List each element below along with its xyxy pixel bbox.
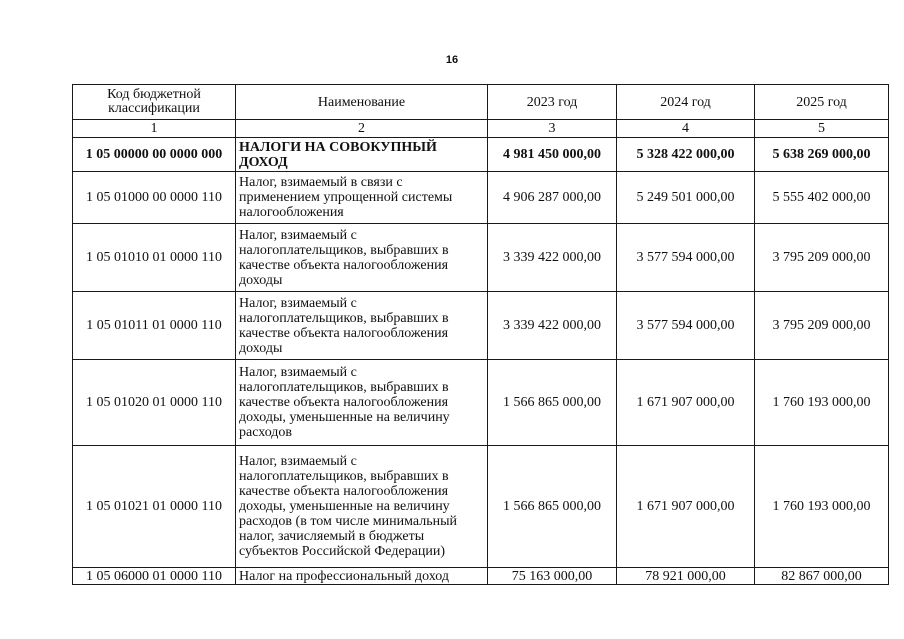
column-index: 3 bbox=[488, 120, 617, 138]
value-2025: 82 867 000,00 bbox=[755, 568, 889, 585]
budget-code: 1 05 01020 01 0000 110 bbox=[73, 360, 236, 446]
budget-code: 1 05 01011 01 0000 110 bbox=[73, 292, 236, 360]
header-2023: 2023 год bbox=[488, 85, 617, 120]
value-2023: 1 566 865 000,00 bbox=[488, 446, 617, 568]
item-name: Налог, взимаемый с налогоплательщиков, выбравших в качестве объекта налогообложения доходы bbox=[236, 292, 488, 360]
page-number: 16 bbox=[445, 54, 459, 66]
value-2025: 1 760 193 000,00 bbox=[755, 446, 889, 568]
value-2025: 5 638 269 000,00 bbox=[755, 138, 889, 172]
value-2023: 75 163 000,00 bbox=[488, 568, 617, 585]
value-2025: 3 795 209 000,00 bbox=[755, 224, 889, 292]
header-2024: 2024 год bbox=[617, 85, 755, 120]
value-2023: 3 339 422 000,00 bbox=[488, 292, 617, 360]
value-2025: 5 555 402 000,00 bbox=[755, 172, 889, 224]
table-header-row bbox=[73, 85, 889, 120]
value-2024: 3 577 594 000,00 bbox=[617, 224, 755, 292]
value-2024: 5 328 422 000,00 bbox=[617, 138, 755, 172]
budget-code: 1 05 01000 00 0000 110 bbox=[73, 172, 236, 224]
column-index-row bbox=[73, 120, 889, 138]
item-name: Налог, взимаемый с налогоплательщиков, выбравших в качестве объекта налогообложения доходы, уменьшенные на величину расходов bbox=[236, 360, 488, 446]
value-2024: 78 921 000,00 bbox=[617, 568, 755, 585]
value-2023: 3 339 422 000,00 bbox=[488, 224, 617, 292]
column-index: 1 bbox=[73, 120, 236, 138]
value-2023: 4 981 450 000,00 bbox=[488, 138, 617, 172]
budget-code: 1 05 06000 01 0000 110 bbox=[73, 568, 236, 585]
value-2025: 1 760 193 000,00 bbox=[755, 360, 889, 446]
item-name: НАЛОГИ НА СОВОКУПНЫЙ ДОХОД bbox=[236, 138, 488, 172]
header-2025: 2025 год bbox=[755, 85, 889, 120]
value-2024: 3 577 594 000,00 bbox=[617, 292, 755, 360]
budget-table bbox=[72, 84, 889, 585]
item-name: Налог, взимаемый в связи с применением упрощенной системы налогообложения bbox=[236, 172, 488, 224]
item-name: Налог, взимаемый с налогоплательщиков, выбравших в качестве объекта налогообложения доходы bbox=[236, 224, 488, 292]
table-row bbox=[73, 138, 889, 172]
budget-code: 1 05 01010 01 0000 110 bbox=[73, 224, 236, 292]
table-row bbox=[73, 224, 889, 292]
table-row bbox=[73, 360, 889, 446]
header-name: Наименование bbox=[236, 85, 488, 120]
value-2024: 1 671 907 000,00 bbox=[617, 446, 755, 568]
column-index: 2 bbox=[236, 120, 488, 138]
item-name: Налог на профессиональный доход bbox=[236, 568, 488, 585]
value-2024: 5 249 501 000,00 bbox=[617, 172, 755, 224]
value-2023: 1 566 865 000,00 bbox=[488, 360, 617, 446]
value-2023: 4 906 287 000,00 bbox=[488, 172, 617, 224]
budget-code: 1 05 01021 01 0000 110 bbox=[73, 446, 236, 568]
table-row bbox=[73, 446, 889, 568]
value-2024: 1 671 907 000,00 bbox=[617, 360, 755, 446]
column-index: 4 bbox=[617, 120, 755, 138]
item-name: Налог, взимаемый с налогоплательщиков, выбравших в качестве объекта налогообложения доходы, уменьшенные на величину расходов (в том числе минимальный налог, зачисляемый в бюджеты субъектов Российской Федерации) bbox=[236, 446, 488, 568]
table-row bbox=[73, 172, 889, 224]
column-index: 5 bbox=[755, 120, 889, 138]
header-code: Код бюджетной классификации bbox=[73, 85, 236, 120]
table-row bbox=[73, 568, 889, 585]
table-row bbox=[73, 292, 889, 360]
value-2025: 3 795 209 000,00 bbox=[755, 292, 889, 360]
budget-code: 1 05 00000 00 0000 000 bbox=[73, 138, 236, 172]
